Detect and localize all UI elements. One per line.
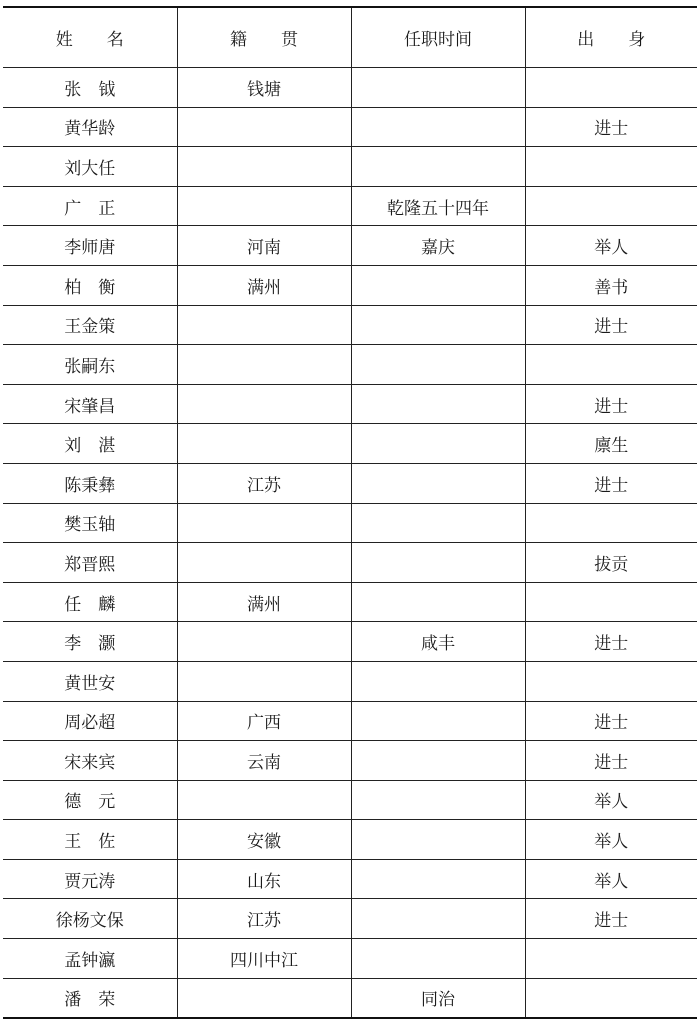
cell-tenure [351, 939, 525, 979]
cell-name: 广 正 [3, 186, 177, 226]
table-row [3, 939, 697, 979]
cell-name: 宋来宾 [3, 741, 177, 781]
cell-native-place: 江苏 [177, 899, 351, 939]
cell-background: 举人 [525, 859, 697, 899]
cell-tenure [351, 424, 525, 464]
cell-background [525, 978, 697, 1018]
table-row [3, 107, 697, 147]
header-background: 出 身 [525, 7, 697, 68]
cell-background: 举人 [525, 226, 697, 266]
table-row [3, 305, 697, 345]
official-roster-page [3, 6, 697, 1019]
table-row [3, 622, 697, 662]
cell-name: 任 麟 [3, 582, 177, 622]
cell-tenure [351, 107, 525, 147]
cell-background: 进士 [525, 384, 697, 424]
cell-background [525, 68, 697, 108]
cell-name: 王 佐 [3, 820, 177, 860]
cell-name: 贾元涛 [3, 859, 177, 899]
cell-name: 樊玉轴 [3, 503, 177, 543]
cell-native-place [177, 107, 351, 147]
cell-tenure [351, 345, 525, 385]
cell-tenure [351, 741, 525, 781]
cell-tenure: 同治 [351, 978, 525, 1018]
cell-tenure [351, 503, 525, 543]
table-row [3, 384, 697, 424]
cell-name: 周必超 [3, 701, 177, 741]
cell-native-place [177, 186, 351, 226]
cell-tenure: 咸丰 [351, 622, 525, 662]
cell-native-place [177, 345, 351, 385]
official-roster-table [3, 6, 697, 1019]
cell-name: 德 元 [3, 780, 177, 820]
cell-tenure [351, 661, 525, 701]
cell-background [525, 345, 697, 385]
cell-tenure [351, 147, 525, 187]
cell-tenure [351, 543, 525, 583]
cell-background: 举人 [525, 820, 697, 860]
cell-native-place: 满州 [177, 582, 351, 622]
cell-name: 张 钺 [3, 68, 177, 108]
cell-background: 举人 [525, 780, 697, 820]
cell-name: 徐杨文保 [3, 899, 177, 939]
cell-tenure [351, 701, 525, 741]
cell-background: 拔贡 [525, 543, 697, 583]
table-row [3, 463, 697, 503]
table-row [3, 503, 697, 543]
cell-tenure [351, 463, 525, 503]
cell-tenure [351, 820, 525, 860]
cell-native-place: 满州 [177, 265, 351, 305]
cell-native-place [177, 543, 351, 583]
table-row [3, 741, 697, 781]
cell-name: 黄华龄 [3, 107, 177, 147]
cell-name: 王金策 [3, 305, 177, 345]
cell-name: 孟钟瀛 [3, 939, 177, 979]
header-name: 姓 名 [3, 7, 177, 68]
cell-background: 进士 [525, 622, 697, 662]
cell-background [525, 939, 697, 979]
cell-native-place: 安徽 [177, 820, 351, 860]
header-row [3, 7, 697, 68]
cell-tenure [351, 859, 525, 899]
cell-background [525, 503, 697, 543]
cell-tenure [351, 780, 525, 820]
cell-native-place [177, 147, 351, 187]
cell-tenure [351, 899, 525, 939]
cell-name: 李师唐 [3, 226, 177, 266]
table-row [3, 68, 697, 108]
table-row [3, 424, 697, 464]
cell-name: 陈秉彝 [3, 463, 177, 503]
cell-background: 进士 [525, 107, 697, 147]
cell-tenure [351, 384, 525, 424]
cell-tenure [351, 68, 525, 108]
table-row [3, 226, 697, 266]
cell-native-place: 广西 [177, 701, 351, 741]
cell-native-place: 河南 [177, 226, 351, 266]
cell-background: 进士 [525, 463, 697, 503]
table-row [3, 147, 697, 187]
header-tenure: 任职时间 [351, 7, 525, 68]
cell-background: 善书 [525, 265, 697, 305]
cell-native-place [177, 780, 351, 820]
cell-native-place: 钱塘 [177, 68, 351, 108]
cell-background [525, 661, 697, 701]
table-row [3, 661, 697, 701]
cell-tenure [351, 582, 525, 622]
table-row [3, 265, 697, 305]
table-row [3, 582, 697, 622]
cell-tenure: 乾隆五十四年 [351, 186, 525, 226]
cell-name: 李 灏 [3, 622, 177, 662]
cell-name: 潘 荣 [3, 978, 177, 1018]
cell-background [525, 582, 697, 622]
cell-native-place [177, 503, 351, 543]
cell-tenure: 嘉庆 [351, 226, 525, 266]
table-row [3, 345, 697, 385]
table-row [3, 186, 697, 226]
cell-name: 黄世安 [3, 661, 177, 701]
cell-native-place [177, 424, 351, 464]
cell-native-place: 山东 [177, 859, 351, 899]
header-native-place: 籍 贯 [177, 7, 351, 68]
table-row [3, 978, 697, 1018]
cell-name: 郑晋熙 [3, 543, 177, 583]
cell-name: 刘 湛 [3, 424, 177, 464]
cell-native-place [177, 978, 351, 1018]
cell-native-place [177, 661, 351, 701]
cell-background [525, 147, 697, 187]
cell-background: 进士 [525, 701, 697, 741]
table-row [3, 543, 697, 583]
cell-background: 进士 [525, 305, 697, 345]
cell-background: 进士 [525, 899, 697, 939]
table-row [3, 701, 697, 741]
cell-tenure [351, 265, 525, 305]
cell-background: 廪生 [525, 424, 697, 464]
cell-name: 宋肇昌 [3, 384, 177, 424]
cell-name: 张嗣东 [3, 345, 177, 385]
table-row [3, 820, 697, 860]
cell-native-place [177, 305, 351, 345]
cell-native-place: 四川中江 [177, 939, 351, 979]
cell-name: 刘大任 [3, 147, 177, 187]
cell-native-place: 江苏 [177, 463, 351, 503]
cell-name: 柏 衡 [3, 265, 177, 305]
cell-background: 进士 [525, 741, 697, 781]
cell-tenure [351, 305, 525, 345]
cell-background [525, 186, 697, 226]
table-row [3, 780, 697, 820]
cell-native-place: 云南 [177, 741, 351, 781]
table-row [3, 859, 697, 899]
table-row [3, 899, 697, 939]
cell-native-place [177, 384, 351, 424]
cell-native-place [177, 622, 351, 662]
